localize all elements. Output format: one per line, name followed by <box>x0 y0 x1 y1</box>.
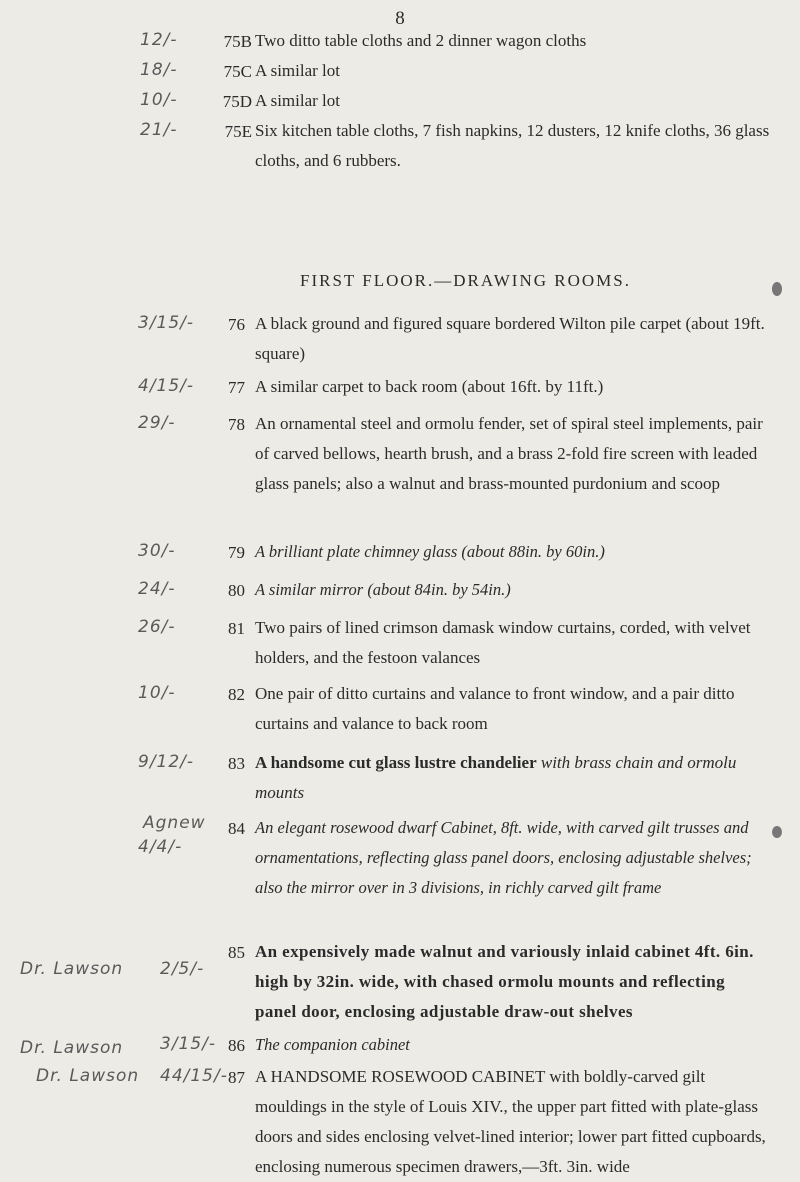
price-note: 2/5/- <box>160 959 205 979</box>
page-number: 8 <box>395 8 405 29</box>
lot-description: A black ground and figured square bordered Wilton pile carpet (about 19ft. square) <box>255 314 765 363</box>
lot-description: Two pairs of lined crimson damask window curtains, corded, with velvet holders, and the festoon valances <box>255 618 751 667</box>
buyer-note: Agnew <box>143 813 206 833</box>
lot-number: 87 <box>228 1068 245 1087</box>
price-note: 21/- <box>140 120 178 140</box>
section-heading: FIRST FLOOR.—DRAWING ROOMS. <box>300 271 631 290</box>
price-note: 10/- <box>138 683 176 703</box>
lot-description: A similar lot <box>255 91 340 110</box>
price-note: 3/15/- <box>160 1034 217 1054</box>
price-note: 24/- <box>138 579 176 599</box>
lot-number: 86 <box>228 1036 245 1055</box>
lot-description: A HANDSOME ROSEWOOD CABINET with boldly-carved gilt mouldings in the style of Louis XIV., the upper part fitted with plate-glass doors and sides enclosing velvet-lined interior; lower part fitted cupboards, enclosing numerous specimen drawers,—3ft. 3in. wide <box>255 1067 766 1176</box>
lot-number: 80 <box>228 581 245 600</box>
price-note: 29/- <box>138 413 176 433</box>
price-note: 10/- <box>140 90 178 110</box>
buyer-note: Dr. Lawson <box>36 1066 140 1086</box>
lot-description: An ornamental steel and ormolu fender, set of spiral steel implements, pair of carved bellows, hearth brush, and a brass 2-fold fire screen with leaded glass panels; also a walnut and brass-mounted purdonium and scoop <box>255 414 763 493</box>
lot-description-bold: A handsome cut glass lustre chandelier <box>255 753 537 772</box>
lot-number: 75D <box>222 92 252 111</box>
lot-description: An expensively made walnut and variously inlaid cabinet 4ft. 6in. high by 32in. wide, with chased ormolu mounts and reflecting panel door, enclosing adjustable draw-out shelves <box>255 942 754 1021</box>
lot-description: A similar lot <box>255 61 340 80</box>
ink-blot <box>772 826 782 838</box>
lot-description: A brilliant plate chimney glass (about 88in. by 60in.) <box>255 542 605 561</box>
lot-description: An elegant rosewood dwarf Cabinet, 8ft. wide, with carved gilt trusses and ornamentations, reflecting glass panel doors, enclosing adjustable shelves; also the mirror over in 3 divisions, in richly carved gilt frame <box>255 818 752 897</box>
lot-number: 76 <box>228 315 245 334</box>
lot-number: 83 <box>228 754 245 773</box>
lot-number: 81 <box>228 619 245 638</box>
price-note: 12/- <box>140 30 178 50</box>
lot-description: Two ditto table cloths and 2 dinner wagon cloths <box>255 31 587 50</box>
lot-number: 84 <box>228 819 245 838</box>
price-note: 3/15/- <box>138 313 195 333</box>
price-note: 4/15/- <box>138 376 195 396</box>
lot-number: 79 <box>228 543 245 562</box>
lot-description: A similar carpet to back room (about 16ft. by 11ft.) <box>255 377 604 396</box>
price-note: 44/15/- <box>160 1066 228 1086</box>
price-note: 30/- <box>138 541 176 561</box>
lot-description-italic: with brass chain and ormolu mounts <box>255 753 737 802</box>
lot-number: 85 <box>228 943 245 962</box>
buyer-note: Dr. Lawson <box>20 959 124 979</box>
lot-number: 75E <box>224 122 252 141</box>
lot-description: Six kitchen table cloths, 7 fish napkins, 12 dusters, 12 knife cloths, 36 glass cloths, and 6 rubbers. <box>255 121 770 170</box>
lot-description: One pair of ditto curtains and valance to front window, and a pair ditto curtains and valance to back room <box>255 684 735 733</box>
lot-description: A similar mirror (about 84in. by 54in.) <box>255 580 511 599</box>
ink-blot <box>772 282 782 296</box>
price-note: 18/- <box>140 60 178 80</box>
lot-number: 78 <box>228 415 245 434</box>
price-note: 9/12/- <box>138 752 195 772</box>
lot-description <box>255 748 770 808</box>
lot-description: The companion cabinet <box>255 1035 410 1054</box>
buyer-note: Dr. Lawson <box>20 1038 124 1058</box>
price-note: 26/- <box>138 617 176 637</box>
lot-number: 75B <box>223 32 252 51</box>
price-note: 4/4/- <box>138 837 183 857</box>
lot-number: 82 <box>228 685 245 704</box>
lot-number: 77 <box>228 378 245 397</box>
lot-number: 75C <box>223 62 252 81</box>
